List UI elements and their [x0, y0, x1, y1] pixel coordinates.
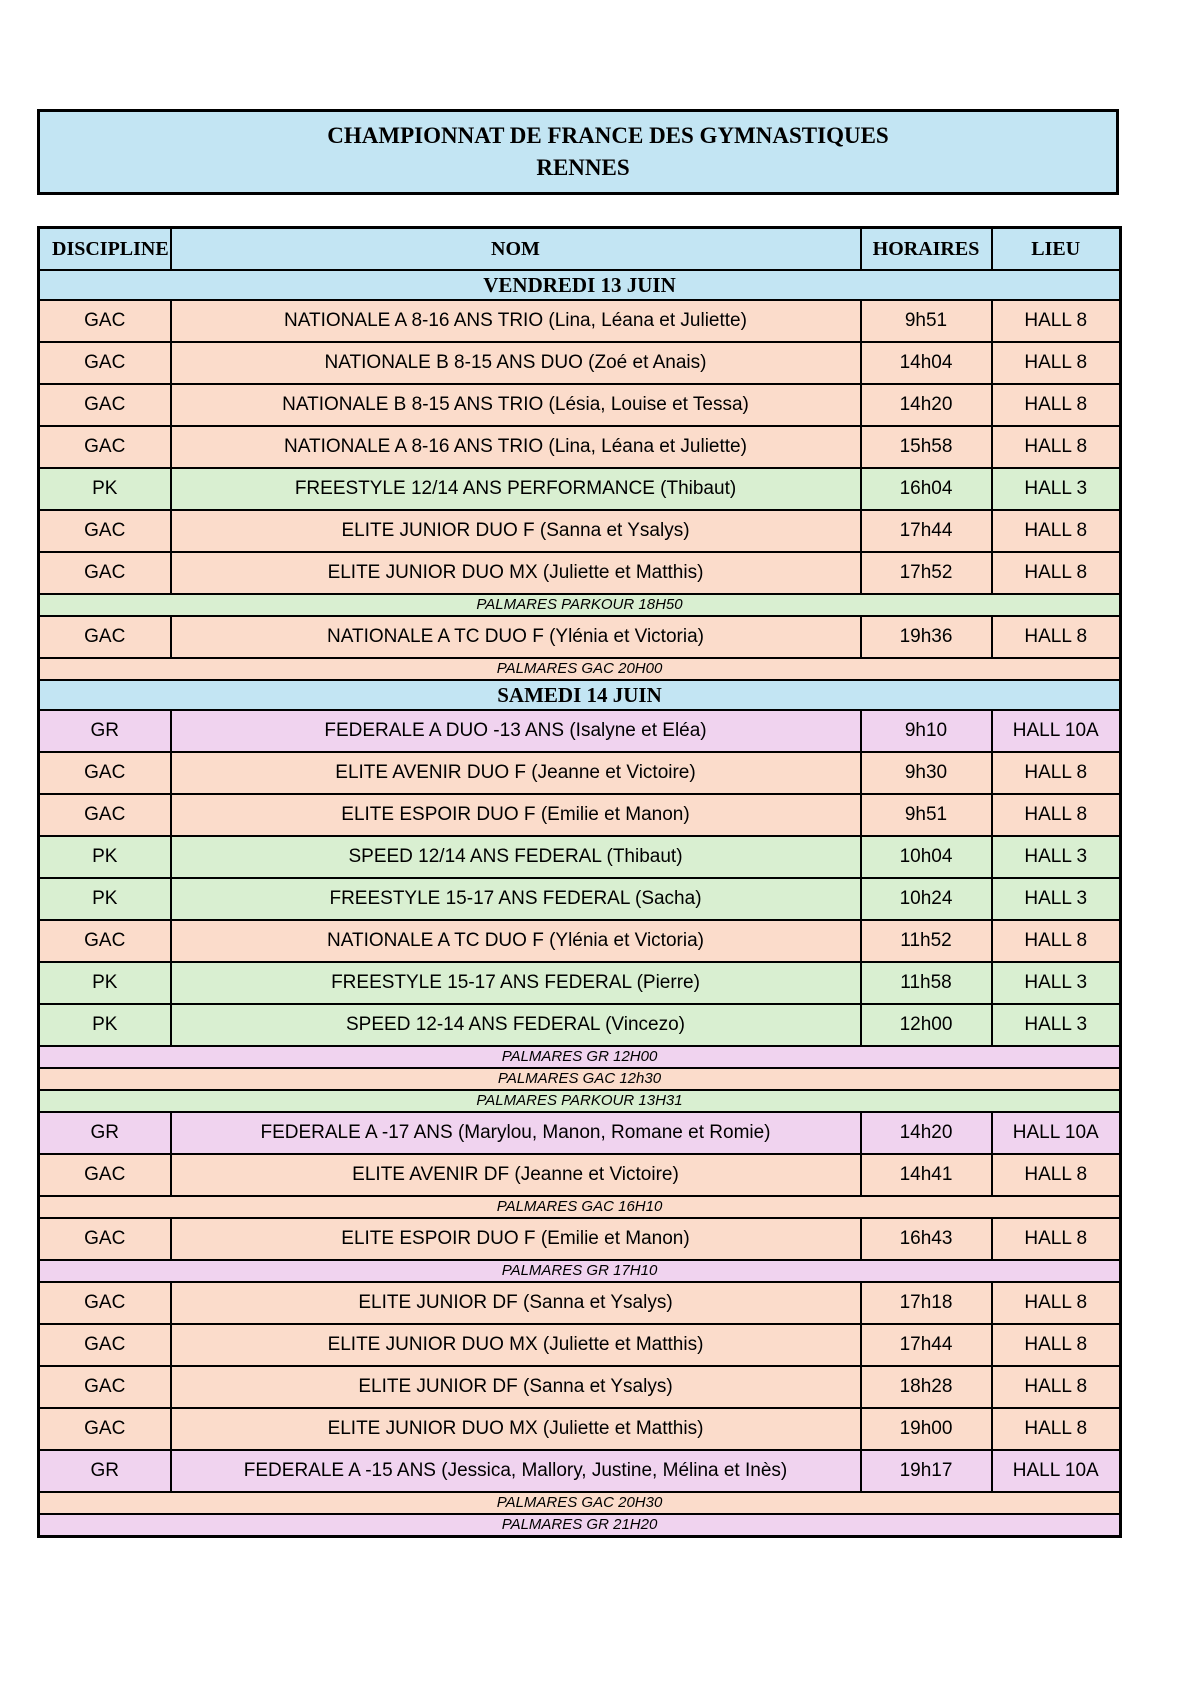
cell-lieu: HALL 8 [992, 300, 1121, 342]
table-row [39, 1154, 1121, 1196]
cell-lieu: HALL 8 [992, 794, 1121, 836]
cell-lieu: HALL 8 [992, 552, 1121, 594]
cell-nom: ELITE ESPOIR DUO F (Emilie et Manon) [171, 794, 861, 836]
cell-nom: FEDERALE A -15 ANS (Jessica, Mallory, Justine, Mélina et Inès) [171, 1450, 861, 1492]
palmares-row [39, 1196, 1121, 1218]
cell-horaire: 14h04 [861, 342, 992, 384]
palmares-label: PALMARES GR 21H20 [39, 1514, 1121, 1537]
table-row [39, 426, 1121, 468]
cell-horaire: 19h00 [861, 1408, 992, 1450]
palmares-label: PALMARES GR 12H00 [39, 1046, 1121, 1068]
cell-lieu: HALL 8 [992, 1324, 1121, 1366]
cell-discipline: GAC [39, 1366, 171, 1408]
palmares-row [39, 658, 1121, 680]
cell-horaire: 9h51 [861, 300, 992, 342]
cell-discipline: GAC [39, 1154, 171, 1196]
palmares-row [39, 1090, 1121, 1112]
day-header-row [39, 680, 1121, 710]
cell-lieu: HALL 3 [992, 1004, 1121, 1046]
cell-horaire: 14h41 [861, 1154, 992, 1196]
schedule-body [39, 270, 1121, 1537]
table-header-row [39, 228, 1121, 271]
cell-horaire: 19h17 [861, 1450, 992, 1492]
title-box [37, 109, 1119, 195]
cell-nom: ELITE AVENIR DF (Jeanne et Victoire) [171, 1154, 861, 1196]
cell-nom: ELITE JUNIOR DUO MX (Juliette et Matthis) [171, 1324, 861, 1366]
cell-lieu: HALL 8 [992, 1408, 1121, 1450]
palmares-row [39, 1514, 1121, 1537]
cell-discipline: PK [39, 878, 171, 920]
palmares-label: PALMARES GAC 20H30 [39, 1492, 1121, 1514]
cell-discipline: GAC [39, 616, 171, 658]
cell-lieu: HALL 8 [992, 1218, 1121, 1260]
table-row [39, 920, 1121, 962]
cell-discipline: PK [39, 468, 171, 510]
cell-nom: FREESTYLE 12/14 ANS PERFORMANCE (Thibaut) [171, 468, 861, 510]
cell-horaire: 18h28 [861, 1366, 992, 1408]
cell-horaire: 16h43 [861, 1218, 992, 1260]
table-row [39, 1366, 1121, 1408]
header-lieu: LIEU [992, 228, 1121, 271]
schedule-table [37, 226, 1122, 1538]
cell-nom: FEDERALE A -17 ANS (Marylou, Manon, Romane et Romie) [171, 1112, 861, 1154]
cell-discipline: GAC [39, 920, 171, 962]
cell-nom: ELITE JUNIOR DUO MX (Juliette et Matthis) [171, 1408, 861, 1450]
cell-lieu: HALL 8 [992, 384, 1121, 426]
cell-nom: NATIONALE A 8-16 ANS TRIO (Lina, Léana et Juliette) [171, 300, 861, 342]
cell-discipline: GAC [39, 300, 171, 342]
cell-horaire: 17h52 [861, 552, 992, 594]
cell-nom: NATIONALE B 8-15 ANS DUO (Zoé et Anais) [171, 342, 861, 384]
cell-horaire: 17h18 [861, 1282, 992, 1324]
cell-horaire: 16h04 [861, 468, 992, 510]
cell-discipline: PK [39, 836, 171, 878]
cell-nom: ELITE AVENIR DUO F (Jeanne et Victoire) [171, 752, 861, 794]
cell-lieu: HALL 8 [992, 920, 1121, 962]
table-row [39, 552, 1121, 594]
palmares-row [39, 1068, 1121, 1090]
table-row [39, 836, 1121, 878]
palmares-label: PALMARES GAC 20H00 [39, 658, 1121, 680]
cell-horaire: 19h36 [861, 616, 992, 658]
palmares-row [39, 1260, 1121, 1282]
table-row [39, 342, 1121, 384]
cell-lieu: HALL 8 [992, 752, 1121, 794]
cell-horaire: 14h20 [861, 384, 992, 426]
cell-lieu: HALL 8 [992, 342, 1121, 384]
table-row [39, 962, 1121, 1004]
cell-lieu: HALL 8 [992, 616, 1121, 658]
table-row [39, 794, 1121, 836]
palmares-label: PALMARES GR 17H10 [39, 1260, 1121, 1282]
cell-discipline: PK [39, 962, 171, 1004]
table-row [39, 468, 1121, 510]
cell-horaire: 10h04 [861, 836, 992, 878]
header-horaires: HORAIRES [861, 228, 992, 271]
day-header-row [39, 270, 1121, 300]
cell-lieu: HALL 10A [992, 1112, 1121, 1154]
table-row [39, 710, 1121, 752]
cell-lieu: HALL 8 [992, 510, 1121, 552]
cell-nom: FEDERALE A DUO -13 ANS (Isalyne et Eléa) [171, 710, 861, 752]
cell-lieu: HALL 3 [992, 962, 1121, 1004]
cell-horaire: 14h20 [861, 1112, 992, 1154]
cell-horaire: 17h44 [861, 510, 992, 552]
cell-discipline: GAC [39, 1324, 171, 1366]
cell-horaire: 11h52 [861, 920, 992, 962]
cell-discipline: GAC [39, 1408, 171, 1450]
table-row [39, 300, 1121, 342]
cell-discipline: GAC [39, 384, 171, 426]
day-label: VENDREDI 13 JUIN [39, 270, 1121, 300]
cell-discipline: GAC [39, 794, 171, 836]
cell-discipline: GR [39, 1112, 171, 1154]
cell-lieu: HALL 8 [992, 1282, 1121, 1324]
cell-lieu: HALL 10A [992, 710, 1121, 752]
table-row [39, 1324, 1121, 1366]
table-row [39, 878, 1121, 920]
cell-horaire: 9h51 [861, 794, 992, 836]
table-row [39, 752, 1121, 794]
cell-discipline: GAC [39, 752, 171, 794]
cell-nom: NATIONALE B 8-15 ANS TRIO (Lésia, Louise et Tessa) [171, 384, 861, 426]
palmares-label: PALMARES GAC 16H10 [39, 1196, 1121, 1218]
cell-discipline: GAC [39, 1218, 171, 1260]
cell-horaire: 9h30 [861, 752, 992, 794]
table-row [39, 1282, 1121, 1324]
cell-lieu: HALL 8 [992, 1154, 1121, 1196]
palmares-label: PALMARES GAC 12h30 [39, 1068, 1121, 1090]
cell-discipline: GAC [39, 1282, 171, 1324]
table-row [39, 1004, 1121, 1046]
cell-horaire: 17h44 [861, 1324, 992, 1366]
cell-nom: ELITE JUNIOR DUO MX (Juliette et Matthis) [171, 552, 861, 594]
cell-discipline: GAC [39, 342, 171, 384]
palmares-label: PALMARES PARKOUR 13H31 [39, 1090, 1121, 1112]
table-row [39, 1450, 1121, 1492]
cell-lieu: HALL 3 [992, 836, 1121, 878]
cell-nom: FREESTYLE 15-17 ANS FEDERAL (Sacha) [171, 878, 861, 920]
cell-nom: ELITE JUNIOR DF (Sanna et Ysalys) [171, 1366, 861, 1408]
cell-horaire: 10h24 [861, 878, 992, 920]
palmares-row [39, 594, 1121, 616]
cell-lieu: HALL 10A [992, 1450, 1121, 1492]
palmares-row [39, 1492, 1121, 1514]
cell-lieu: HALL 3 [992, 878, 1121, 920]
table-row [39, 1408, 1121, 1450]
cell-nom: ELITE ESPOIR DUO F (Emilie et Manon) [171, 1218, 861, 1260]
table-row [39, 1112, 1121, 1154]
cell-nom: FREESTYLE 15-17 ANS FEDERAL (Pierre) [171, 962, 861, 1004]
cell-nom: SPEED 12/14 ANS FEDERAL (Thibaut) [171, 836, 861, 878]
cell-nom: ELITE JUNIOR DF (Sanna et Ysalys) [171, 1282, 861, 1324]
cell-nom: NATIONALE A 8-16 ANS TRIO (Lina, Léana et Juliette) [171, 426, 861, 468]
day-label: SAMEDI 14 JUIN [39, 680, 1121, 710]
table-row [39, 384, 1121, 426]
cell-lieu: HALL 3 [992, 468, 1121, 510]
palmares-label: PALMARES PARKOUR 18H50 [39, 594, 1121, 616]
cell-lieu: HALL 8 [992, 426, 1121, 468]
cell-lieu: HALL 8 [992, 1366, 1121, 1408]
cell-nom: NATIONALE A TC DUO F (Ylénia et Victoria) [171, 616, 861, 658]
header-discipline: DISCIPLINE [39, 228, 171, 271]
palmares-row [39, 1046, 1121, 1068]
cell-discipline: GAC [39, 552, 171, 594]
cell-nom: NATIONALE A TC DUO F (Ylénia et Victoria) [171, 920, 861, 962]
cell-horaire: 9h10 [861, 710, 992, 752]
cell-nom: ELITE JUNIOR DUO F (Sanna et Ysalys) [171, 510, 861, 552]
cell-discipline: GAC [39, 426, 171, 468]
cell-nom: SPEED 12-14 ANS FEDERAL (Vincezo) [171, 1004, 861, 1046]
cell-discipline: GAC [39, 510, 171, 552]
cell-discipline: GR [39, 710, 171, 752]
cell-discipline: GR [39, 1450, 171, 1492]
cell-horaire: 11h58 [861, 962, 992, 1004]
header-nom: NOM [171, 228, 861, 271]
cell-horaire: 15h58 [861, 426, 992, 468]
table-row [39, 616, 1121, 658]
cell-horaire: 12h00 [861, 1004, 992, 1046]
table-row [39, 510, 1121, 552]
page-title: CHAMPIONNAT DE FRANCE DES GYMNASTIQUES [327, 123, 889, 148]
page-subtitle: RENNES [536, 155, 630, 180]
cell-discipline: PK [39, 1004, 171, 1046]
table-row [39, 1218, 1121, 1260]
